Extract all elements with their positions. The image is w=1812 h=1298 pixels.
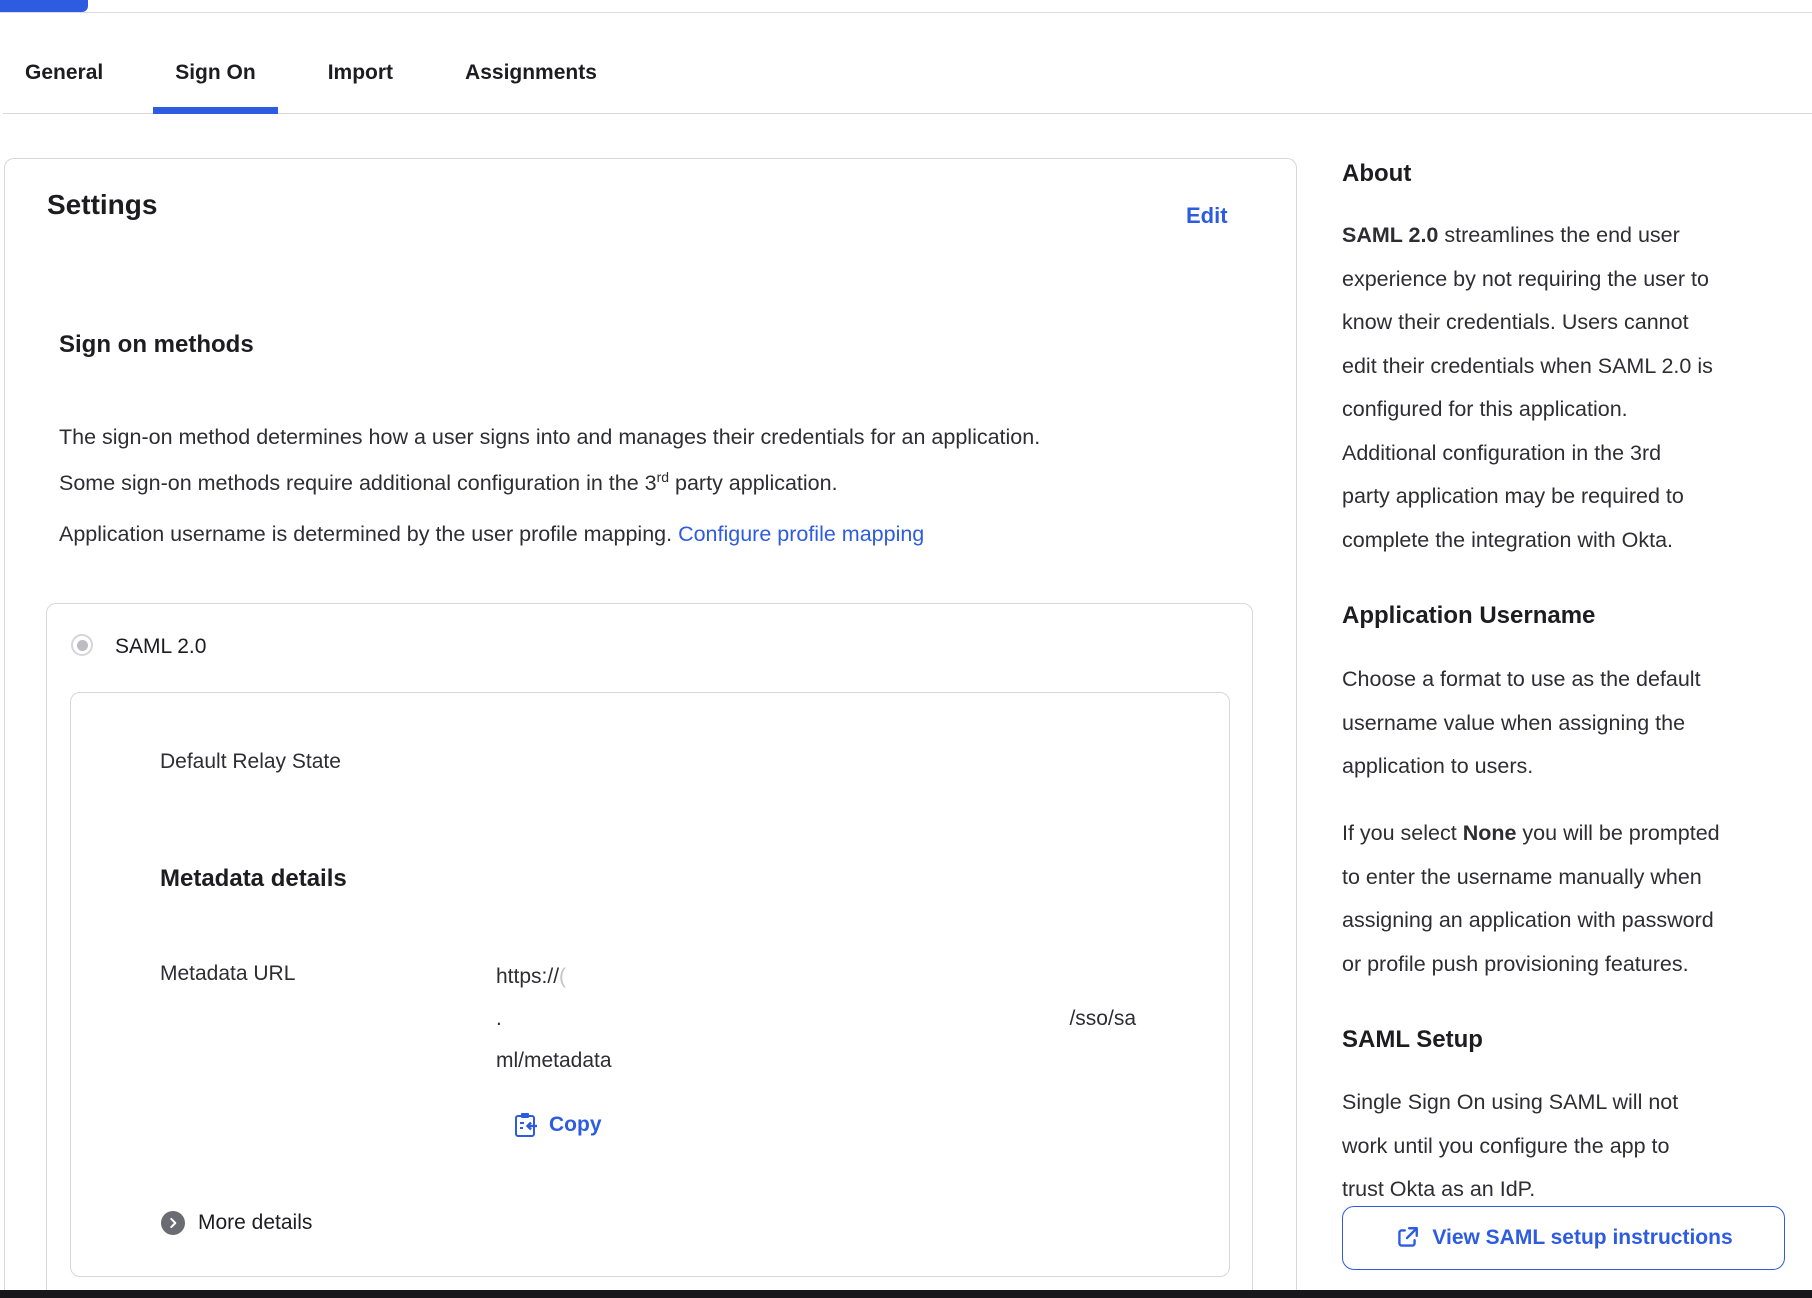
copy-label: Copy bbox=[549, 1113, 602, 1136]
tab-assignments-label: Assignments bbox=[465, 61, 597, 84]
metadata-url-line-2: . /sso/sa bbox=[496, 1007, 1136, 1030]
profile-mapping-note: Application username is determined by the user profile mapping. Configure profile mapping bbox=[59, 522, 925, 546]
copy-button[interactable] bbox=[513, 1111, 602, 1139]
tab-sign-on[interactable] bbox=[153, 61, 278, 113]
ordinal-superscript: rd bbox=[656, 469, 670, 485]
saml-method-card bbox=[46, 603, 1253, 1298]
more-details-toggle[interactable] bbox=[161, 1211, 312, 1235]
sign-on-methods-heading: Sign on methods bbox=[59, 331, 254, 358]
description-line-2: Some sign-on methods require additional configuration in the 3rd party application. bbox=[59, 469, 838, 496]
metadata-url-line-3: ml/metadata bbox=[496, 1049, 612, 1072]
tab-general[interactable] bbox=[3, 61, 125, 113]
default-relay-state-label: Default Relay State bbox=[160, 750, 341, 773]
tab-assignments[interactable] bbox=[443, 61, 619, 113]
clipboard-icon bbox=[513, 1111, 539, 1139]
top-progress-bar bbox=[0, 0, 88, 12]
about-paragraph: SAML 2.0 streamlines the end user experience by not requiring the user to know their credentials. Users cannot edit their credentials when SAML 2.0 is configured for this application. Additional configuration in the 3rd party application may be required to complete the integration with Okta. bbox=[1342, 223, 1713, 552]
chevron-right-icon bbox=[161, 1211, 185, 1235]
bottom-dark-band bbox=[0, 1290, 1812, 1298]
saml-setup-paragraph: Single Sign On using SAML will not work until you configure the app to trust Okta as an IdP. bbox=[1342, 1090, 1679, 1201]
setup-button-label: View SAML setup instructions bbox=[1432, 1226, 1733, 1249]
metadata-details-heading: Metadata details bbox=[160, 865, 347, 892]
about-heading: About bbox=[1342, 160, 1412, 187]
help-sidebar bbox=[1342, 0, 1792, 1298]
saml-radio-label: SAML 2.0 bbox=[115, 635, 207, 658]
metadata-url-label: Metadata URL bbox=[160, 962, 296, 985]
application-username-paragraph-1: Choose a format to use as the default username value when assigning the application to users. bbox=[1342, 667, 1701, 778]
settings-panel bbox=[4, 158, 1297, 1298]
saml-setup-heading: SAML Setup bbox=[1342, 1026, 1483, 1053]
saml-settings-card bbox=[70, 692, 1230, 1277]
tab-general-label: General bbox=[25, 61, 104, 84]
configure-profile-mapping-link[interactable]: Configure profile mapping bbox=[678, 522, 925, 546]
application-username-paragraph-2: If you select None you will be prompted to enter the username manually when assigning an application with password or profile push provisioning features. bbox=[1342, 821, 1720, 976]
sign-on-methods-description bbox=[59, 417, 1040, 503]
more-details-label: More details bbox=[198, 1211, 313, 1234]
tab-sign-on-label: Sign On bbox=[175, 61, 256, 84]
radio-dot bbox=[77, 640, 88, 651]
redacted-fragment: ( bbox=[559, 965, 567, 988]
tab-import[interactable] bbox=[306, 61, 415, 113]
external-link-icon bbox=[1394, 1225, 1420, 1251]
tab-import-label: Import bbox=[327, 61, 394, 84]
metadata-url-line-1: https://( bbox=[496, 965, 567, 988]
settings-title: Settings bbox=[47, 189, 158, 220]
view-saml-setup-instructions-button[interactable] bbox=[1342, 1206, 1785, 1270]
saml-radio-button[interactable] bbox=[71, 634, 93, 656]
edit-button[interactable]: Edit bbox=[1186, 203, 1228, 228]
metadata-url-value bbox=[496, 956, 1136, 1082]
description-line-1: The sign-on method determines how a user signs into and manages their credentials for an application. bbox=[59, 425, 1041, 449]
application-username-heading: Application Username bbox=[1342, 602, 1596, 629]
